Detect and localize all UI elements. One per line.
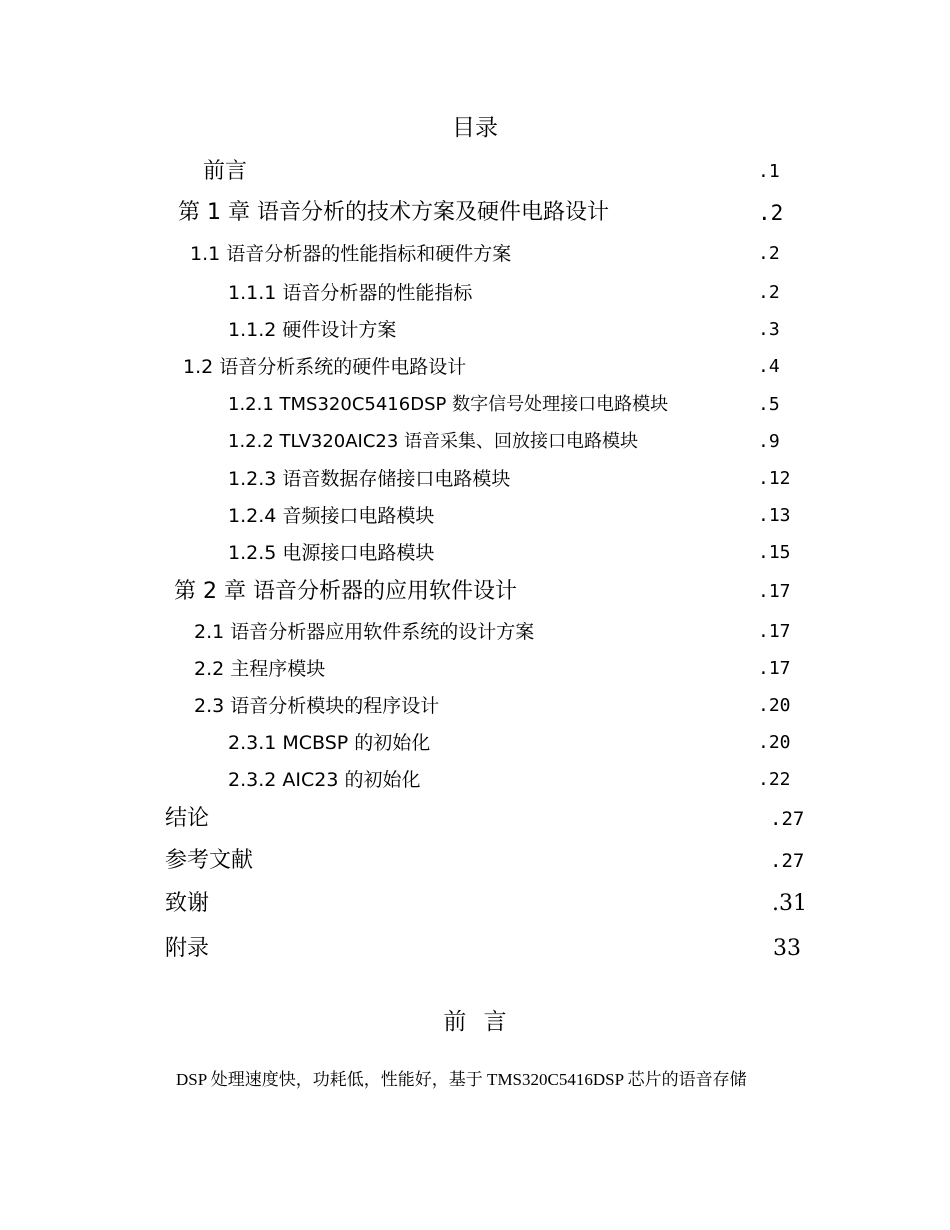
toc-entry-page: .4 bbox=[758, 356, 780, 377]
toc-entry bbox=[0, 933, 950, 967]
toc-entry bbox=[0, 278, 950, 312]
toc-entry-page: .31 bbox=[772, 891, 807, 916]
toc-entry-text: 1.2.2 TLV320AIC23 语音采集、回放接口电路模块 bbox=[228, 431, 639, 452]
toc-entry-text: 2.2 主程序模块 bbox=[194, 658, 326, 680]
toc-entry bbox=[0, 390, 950, 424]
toc-entry-page: .2 bbox=[758, 282, 780, 303]
toc-entry-page: .17 bbox=[758, 621, 791, 642]
toc-entry-text: 参考文献 bbox=[165, 848, 254, 873]
toc-entry-text: 2.1 语音分析器应用软件系统的设计方案 bbox=[194, 621, 535, 643]
toc-entry bbox=[0, 888, 950, 922]
toc-entry-text: 1.1 语音分析器的性能指标和硬件方案 bbox=[190, 243, 512, 265]
preface-heading: 前 言 bbox=[443, 1009, 507, 1035]
toc-entry-page: .5 bbox=[758, 394, 780, 415]
toc-entry-page: .20 bbox=[758, 695, 791, 716]
toc-entry-page: 33 bbox=[773, 936, 801, 961]
toc-entry-text: 1.1.2 硬件设计方案 bbox=[228, 319, 397, 341]
toc-entry bbox=[0, 501, 950, 535]
toc-entry-page: .9 bbox=[758, 431, 780, 452]
toc-entry bbox=[0, 352, 950, 386]
toc-entry bbox=[0, 765, 950, 799]
toc-entry-page: .27 bbox=[770, 850, 805, 872]
toc-entry-page: .3 bbox=[758, 319, 780, 340]
toc-entry bbox=[0, 617, 950, 651]
toc-entry bbox=[0, 691, 950, 725]
toc-entry-text: 1.1.1 语音分析器的性能指标 bbox=[228, 282, 473, 304]
toc-entry-page: .20 bbox=[758, 732, 791, 753]
toc-entry-text: 结论 bbox=[165, 806, 210, 831]
toc-entry bbox=[0, 156, 950, 190]
toc-entry-text: 第 2 章 语音分析器的应用软件设计 bbox=[174, 579, 517, 604]
toc-entry-text: 2.3 语音分析模块的程序设计 bbox=[194, 695, 440, 717]
toc-entry-page: .17 bbox=[758, 581, 791, 602]
toc-entry bbox=[0, 576, 950, 610]
toc-entry-text: 1.2.3 语音数据存储接口电路模块 bbox=[228, 468, 511, 490]
toc-entry bbox=[0, 538, 950, 572]
toc-entry bbox=[0, 239, 950, 273]
toc-entry-text: 1.2.5 电源接口电路模块 bbox=[228, 542, 435, 564]
toc-entry-page: .2 bbox=[758, 201, 784, 225]
toc-entry bbox=[0, 464, 950, 498]
toc-entry-text: 1.2.1 TMS320C5416DSP 数字信号处理接口电路模块 bbox=[228, 394, 669, 415]
toc-entry-page: .2 bbox=[758, 243, 780, 264]
toc-entry-page: .12 bbox=[758, 468, 791, 489]
toc-entry bbox=[0, 728, 950, 762]
toc-entry bbox=[0, 427, 950, 461]
toc-entry-page: .1 bbox=[758, 161, 780, 182]
toc-entry-text: 2.3.1 MCBSP 的初始化 bbox=[228, 732, 431, 754]
toc-entry-page: .17 bbox=[758, 658, 791, 679]
toc-entry-page: .13 bbox=[758, 505, 791, 526]
toc-entry-text: 致谢 bbox=[165, 891, 210, 916]
toc-entry bbox=[0, 845, 950, 879]
toc-entry bbox=[0, 197, 950, 231]
toc-title: 目录 bbox=[452, 115, 498, 141]
toc-entry-page: .15 bbox=[758, 542, 791, 563]
toc-entry-text: 1.2 语音分析系统的硬件电路设计 bbox=[183, 356, 467, 378]
preface-paragraph: DSP 处理速度快，功耗低，性能好，基于 TMS320C5416DSP 芯片的语音存储 bbox=[176, 1070, 747, 1089]
toc-entry-text: 附录 bbox=[165, 936, 210, 961]
toc-entry-page: .27 bbox=[770, 808, 805, 830]
toc-entry bbox=[0, 654, 950, 688]
toc-entry bbox=[0, 315, 950, 349]
toc-entry-page: .22 bbox=[758, 769, 791, 790]
toc-entry-text: 第 1 章 语音分析的技术方案及硬件电路设计 bbox=[178, 200, 609, 225]
toc-entry-text: 前言 bbox=[203, 159, 248, 184]
toc-entry bbox=[0, 803, 950, 837]
toc-entry-text: 1.2.4 音频接口电路模块 bbox=[228, 505, 435, 527]
toc-entry-text: 2.3.2 AIC23 的初始化 bbox=[228, 769, 421, 791]
